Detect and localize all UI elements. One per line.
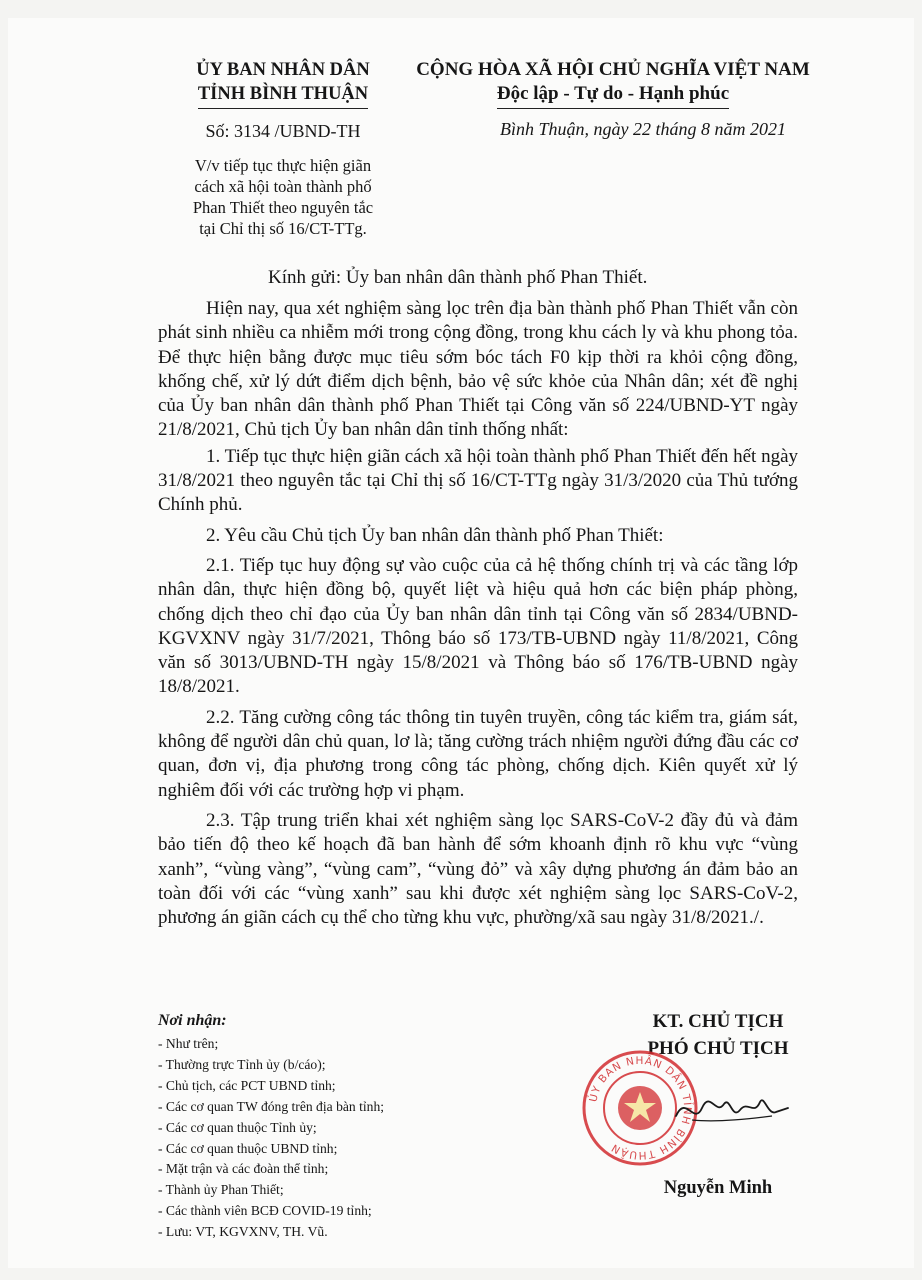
seal-text: ỦY BAN NHÂN DÂN TỈNH BÌNH THUẬN [587,1054,694,1162]
recipient-item: - Lưu: VT, KGVXNV, TH. Vũ. [158,1224,328,1240]
item-2: 2. Yêu cầu Chủ tịch Ủy ban nhân dân thành phố Phan Thiết: [206,524,664,546]
recipient-item: - Chủ tịch, các PCT UBND tỉnh; [158,1077,336,1093]
intro-paragraph: Hiện nay, qua xét nghiệm sàng lọc trên địa bàn thành phố Phan Thiết vẫn còn phát sinh nhiều ca nhiễm mới trong cộng đồng, trong khu cách ly và khu phong tỏa. Để thực hiện bằng được mục tiêu sớm bóc tách F0 kịp thời ra khỏi cộng đồng, khống chế, xử lý dứt điểm dịch bệnh, bảo vệ sức khỏe của Nhân dân; xét đề nghị của Ủy ban nhân dân thành phố Phan Thiết tại Công văn số 224/UBND-YT ngày 21/8/2021, Chủ tịch Ủy ban nhân dân tỉnh thống nhất: [158,298,798,441]
item-2-1: 2.1. Tiếp tục huy động sự vào cuộc của cả hệ thống chính trị và các tầng lớp nhân dân, thực hiện đồng bộ, quyết liệt và hiệu quả hơn các biện pháp phòng, chống dịch theo chỉ đạo của Ủy ban nhân dân tỉnh tại Công văn số 2834/UBND-KGVXNV ngày 31/7/2021, Thông báo số 173/TB-UBND ngày 11/8/2021, Công văn số 3013/UBND-TH ngày 15/8/2021 và Thông báo số 176/TB-UBND ngày 18/8/2021. [158,554,798,698]
recipient-item: - Thường trực Tỉnh ủy (b/cáo); [158,1056,326,1072]
nation-name: CỘNG HÒA XÃ HỘI CHỦ NGHĨA VIỆT NAM [416,59,810,80]
document-page [8,18,914,1268]
signer-name: Nguyễn Minh [663,1178,773,1198]
greeting: Kính gửi: Ủy ban nhân dân thành phố Phan Thiết. [268,267,648,288]
document-body [158,297,798,932]
national-header [408,58,818,109]
recipients-title: Nơi nhận: [158,1012,227,1029]
item-1: 1. Tiếp tục thực hiện giãn cách xã hội toàn thành phố Phan Thiết đến hết ngày 31/8/2021 theo nguyên tắc tại Chỉ thị số 16/CT-TTg ngày 31/3/2020 của Thủ tướng Chính phủ. [158,445,798,516]
signatory-role-1: KT. CHỦ TỊCH [652,1011,784,1032]
subject-line: tại Chỉ thị số 16/CT-TTg. [199,219,367,238]
handwritten-signature [672,1086,792,1134]
recipient-item: - Các cơ quan TW đóng trên địa bàn tỉnh; [158,1098,385,1114]
national-motto: Độc lập - Tự do - Hạnh phúc [497,82,729,109]
recipient-item: - Các cơ quan thuộc UBND tỉnh; [158,1140,338,1156]
subject-line: cách xã hội toàn thành phố [194,177,372,196]
agency-province: TỈNH BÌNH THUẬN [198,82,368,109]
recipient-item: - Các thành viên BCĐ COVID-19 tỉnh; [158,1203,372,1219]
recipient-item: - Mặt trận và các đoàn thể tỉnh; [158,1161,329,1177]
signatory-role-2: PHÓ CHỦ TỊCH [647,1038,789,1059]
subject-line: Phan Thiết theo nguyên tắc [192,198,374,217]
subject-summary [148,155,418,239]
recipient-item: - Như trên; [158,1036,219,1051]
recipients-list [158,1034,384,1243]
document-number: Số: 3134 /UBND-TH [205,121,361,141]
subject-line: V/v tiếp tục thực hiện giãn [194,156,372,175]
agency-name: ỦY BAN NHÂN DÂN [196,60,370,80]
issuing-agency [158,58,408,109]
item-2-2: 2.2. Tăng cường công tác thông tin tuyên truyền, công tác kiểm tra, giám sát, không để người dân chủ quan, lơ là; tăng cường trách nhiệm người đứng đầu các cơ quan, đơn vị, địa phương trong công tác phòng, chống dịch. Kiên quyết xử lý nghiêm đối với các trường hợp vi phạm. [158,706,798,801]
item-2-3: 2.3. Tập trung triển khai xét nghiệm sàng lọc SARS-CoV-2 đầy đủ và đảm bảo tiến độ theo kế hoạch đã ban hành để sớm khoanh định rõ khu vực “vùng xanh”, “vùng vàng”, “vùng cam”, “vùng đỏ” và xây dựng phương án đảm bảo an toàn đối với các “vùng xanh” sau khi được xét nghiệm sàng lọc SARS-CoV-2, phương án giãn cách cụ thể cho từng khu vực, phường/xã sau ngày 31/8/2021./. [158,809,798,929]
recipient-item: - Thành ủy Phan Thiết; [158,1182,284,1198]
recipient-item: - Các cơ quan thuộc Tỉnh ủy; [158,1119,317,1135]
place-date: Bình Thuận, ngày 22 tháng 8 năm 2021 [500,119,786,139]
